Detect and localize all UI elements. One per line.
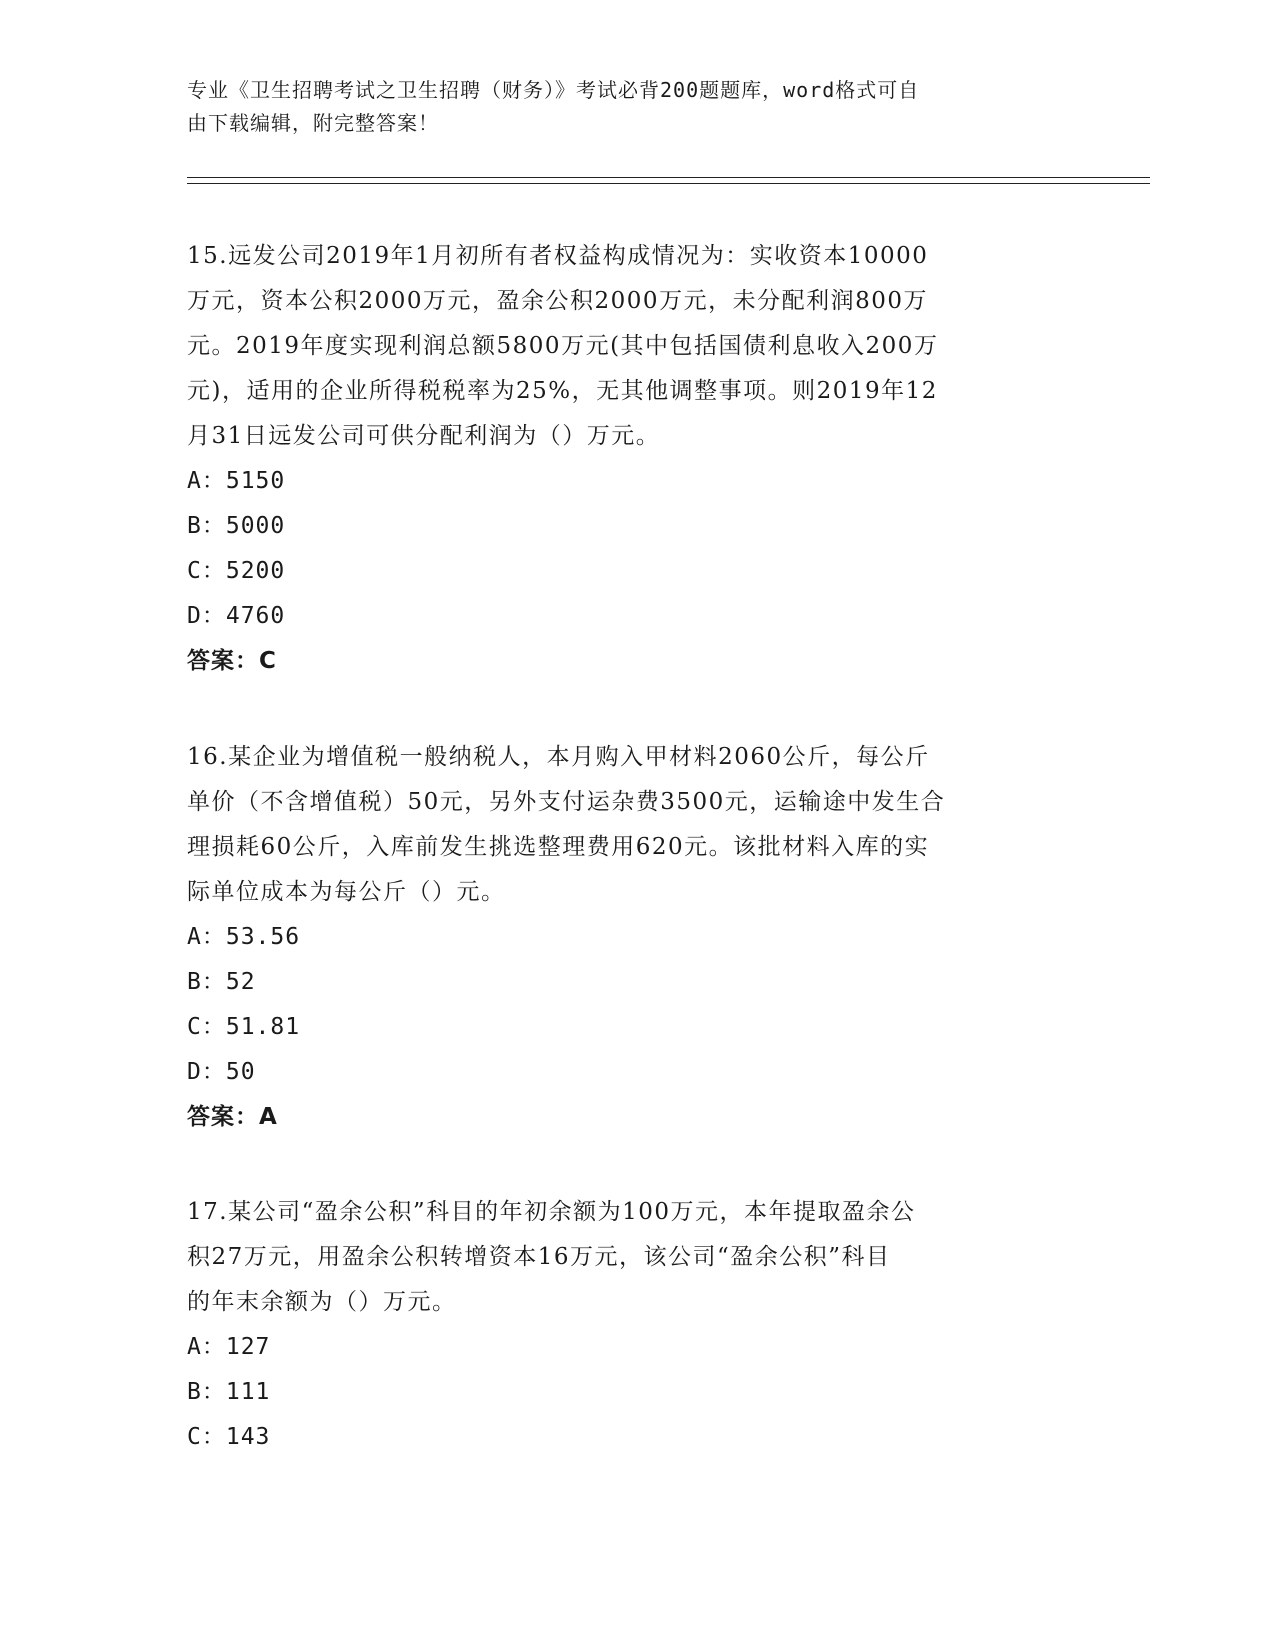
- option-a: A：127: [187, 1334, 271, 1360]
- question-17: [187, 1190, 1087, 1460]
- option-a: A：53.56: [187, 924, 301, 950]
- question-15: [187, 234, 1087, 684]
- header-intro-line-1: 专业《卫生招聘考试之卫生招聘（财务）》考试必背200题题库，word格式可自: [187, 78, 920, 102]
- option-c: C：143: [187, 1424, 271, 1450]
- question-stem-line: 元。2019年度实现利润总额5800万元(其中包括国债利息收入200万: [187, 333, 939, 359]
- question-stem-line: 15.远发公司2019年1月初所有者权益构成情况为：实收资本10000: [187, 243, 929, 269]
- question-stem-line: 月31日远发公司可供分配利润为（）万元。: [187, 423, 661, 449]
- option-c: C：5200: [187, 558, 286, 584]
- question-stem-line: 元)，适用的企业所得税税率为25%，无其他调整事项。则2019年12: [187, 378, 938, 404]
- header-divider: [187, 177, 1150, 184]
- question-stem-line: 际单位成本为每公斤（）元。: [187, 879, 506, 905]
- question-16: [187, 735, 1087, 1140]
- question-stem-line: 理损耗60公斤，入库前发生挑选整理费用620元。该批材料入库的实: [187, 834, 930, 860]
- option-b: B：5000: [187, 513, 286, 539]
- question-stem-line: 16.某企业为增值税一般纳税人，本月购入甲材料2060公斤，每公斤: [187, 744, 930, 770]
- option-b: B：52: [187, 969, 256, 995]
- header-intro-line-2: 由下载编辑，附完整答案！: [187, 111, 439, 135]
- answer: 答案：C: [187, 648, 277, 674]
- option-d: D：50: [187, 1059, 256, 1085]
- option-c: C：51.81: [187, 1014, 301, 1040]
- option-a: A：5150: [187, 468, 286, 494]
- question-stem-line: 单价（不含增值税）50元，另外支付运杂费3500元，运输途中发生合: [187, 789, 946, 815]
- option-d: D：4760: [187, 603, 286, 629]
- question-stem-line: 17.某公司“盈余公积”科目的年初余额为100万元，本年提取盈余公: [187, 1199, 916, 1225]
- question-stem-line: 积27万元，用盈余公积转增资本16万元，该公司“盈余公积”科目: [187, 1244, 891, 1270]
- question-stem-line: 的年末余额为（）万元。: [187, 1289, 457, 1315]
- option-b: B：111: [187, 1379, 271, 1405]
- document-header: [187, 74, 1067, 140]
- question-stem-line: 万元，资本公积2000万元，盈余公积2000万元，未分配利润800万: [187, 288, 928, 314]
- answer: 答案：A: [187, 1104, 278, 1130]
